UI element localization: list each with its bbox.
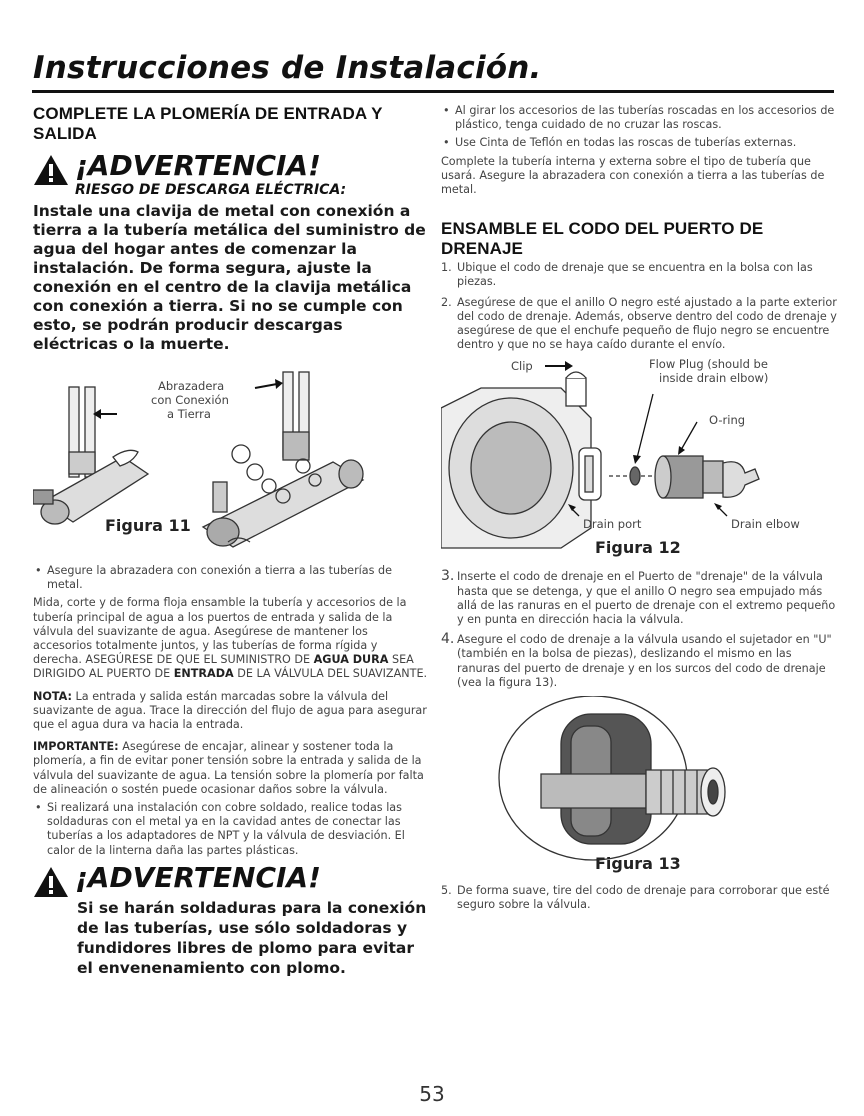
warning-title: ¡ADVERTENCIA!	[75, 149, 321, 182]
figure-11-caption: Figura 11	[105, 516, 191, 535]
right-column	[441, 104, 837, 918]
list-item: • Asegure la abrazadera con conexión a tierra a las tuberías de metal.	[33, 564, 428, 592]
warning-triangle-icon	[33, 154, 69, 186]
ground-clamp-label-2: con Conexión	[151, 393, 229, 407]
drain-port-label: Drain port	[583, 517, 642, 532]
clip-label: Clip	[511, 359, 533, 374]
drain-steps-a	[441, 261, 837, 352]
ground-clamp-label-3: a Tierra	[167, 407, 211, 421]
left-bullets-2	[33, 801, 428, 858]
step-item: 2. Asegúrese de que el anillo O negro esté ajustado a la parte exterior del codo de drenaje. Además, observe dentro del codo de drenaje y asegúrese de que el enchufe pequeño de flujo negro se encuentre dentro y que no se haya caído durante el envío.	[441, 295, 837, 352]
pipe-fittings-illustration	[33, 362, 428, 554]
warning-body-2: Si se harán soldaduras para la conexión de las tuberías, use sólo soldadoras y fundidores libres de plomo para evitar el envenenamiento con plomo.	[77, 898, 427, 977]
paragraph-complete: Complete la tubería interna y externa sobre el tipo de tubería que usará. Asegure la abrazadera con conexión a tierra a las tuberías de metal.	[441, 154, 825, 197]
drain-steps-b	[441, 570, 837, 690]
list-item: • Al girar los accesorios de las tuberías roscadas en los accesorios de plástico, tenga cuidado de no cruzar las roscas.	[441, 104, 837, 132]
warning-subtitle: RIESGO DE DESCARGA ELÉCTRICA:	[75, 182, 347, 198]
step-item: 4. Asegure el codo de drenaje a la válvula usando el sujetador en "U" (también en la bolsa de piezas), deslizando el mismo en las ranuras del puerto de drenaje y en los surcos del codo de drenaje (vea la figura 13).	[441, 631, 832, 689]
step-item: 3. Inserte el codo de drenaje en el Puerto de "drenaje" de la válvula hasta que se detenga, y que el anillo O negro sea empujado más allá de las ranuras en el puerto de drenaje con el extremo pequeño y en punta en dirección hacia la válvula.	[441, 568, 836, 627]
page-number: 53	[419, 1082, 445, 1106]
list-item: • Use Cinta de Teflón en todas las roscas de tuberías externas.	[441, 136, 837, 150]
section-heading-plumbing: COMPLETE LA PLOMERÍA DE ENTRADA Y SALIDA	[33, 104, 383, 143]
list-item: • Si realizará una instalación con cobre soldado, realice todas las soldaduras con el metal ya en la cavidad antes de conectar las tuberías a los adaptadores de NPT y la válvula de desviación. El calor de la linterna daña las partes plásticas.	[33, 801, 428, 858]
step-item: 1. Ubique el codo de drenaje que se encuentra en la bolsa con las piezas.	[441, 261, 813, 289]
step-item: 5. De forma suave, tire del codo de drenaje para corroborar que esté seguro sobre la válvula.	[441, 884, 830, 912]
page-title: Instrucciones de Instalación.	[33, 50, 542, 86]
ground-clamp-label-1: Abrazadera	[158, 379, 225, 393]
warning-title-2: ¡ADVERTENCIA!	[75, 860, 321, 894]
figure-12-caption: Figura 12	[595, 538, 681, 558]
title-rule	[32, 90, 834, 93]
figure-13	[441, 696, 837, 882]
drain-elbow-illustration	[441, 358, 837, 566]
flow-plug-label-2: inside drain elbow)	[659, 371, 769, 386]
drain-steps-c	[441, 884, 837, 912]
left-column	[33, 104, 428, 978]
paragraph-plumbing: Mida, corte y de forma floja ensamble la tubería y accesorios de la tubería principal de agua a los puertos de entrada y salida de la válvula del suavizante de agua. Asegúrese de mantener los accesorios totalmente juntos, y las tuberías de forma rígida y derecha. ASEGÚRESE DE QUE EL SUMINISTRO DE AGUA DURA SEA DIRIGIDO AL PUERTO DE ENTRADA DE LA VÁLVULA DEL SUAVIZANTE.	[33, 596, 428, 681]
paragraph-importante: IMPORTANTE: Asegúrese de encajar, alinear y sostener toda la plomería, a fin de evitar poner tensión sobre la entrada y salida de la válvula del suavizante de agua. La tensión sobre la plomería por falta de alineación o sostén puede ocasionar daños sobre la válvula.	[33, 740, 424, 796]
warning-header	[33, 150, 428, 186]
warning-header-2	[33, 862, 428, 898]
right-bullets	[441, 104, 837, 151]
drain-elbow-label: Drain elbow	[731, 517, 800, 532]
figure-12	[441, 358, 837, 566]
flow-plug-label-1: Flow Plug (should be	[649, 357, 768, 372]
oring-label: O-ring	[709, 413, 746, 428]
figure-11	[33, 362, 428, 554]
section-heading-drain: ENSAMBLE EL CODO DEL PUERTO DE DRENAJE	[441, 219, 764, 259]
left-bullets-1	[33, 564, 428, 592]
warning-body: Instale una clavija de metal con conexión a tierra a la tubería metálica del suministro de agua del hogar antes de comenzar la instalación. De forma segura, ajuste la conexión en el centro de la clavija metálica con conexión a tierra. Si no se cumple con esto, se podrán producir descargas eléctricas o la muerte.	[33, 202, 426, 353]
paragraph-nota: NOTA: La entrada y salida están marcadas sobre la válvula del suavizante de agua. Trace la dirección del flujo de agua para asegurar que el agua dura va hacia la entrada.	[33, 689, 427, 732]
figure-13-caption: Figura 13	[595, 854, 681, 874]
warning-triangle-icon	[33, 866, 69, 898]
